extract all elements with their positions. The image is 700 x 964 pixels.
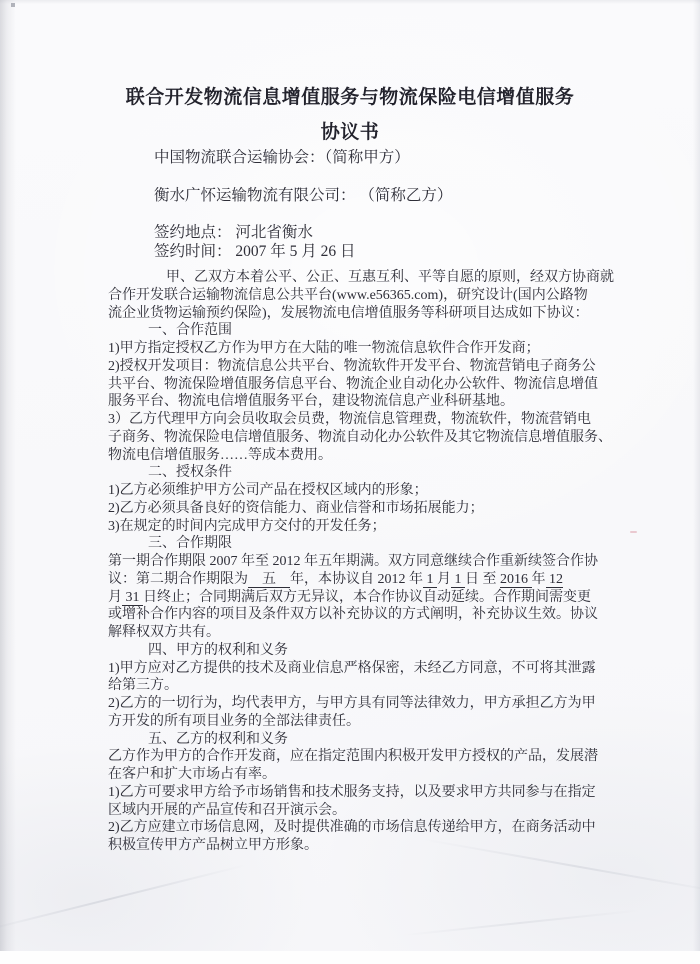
body-text: 1)乙方必须维护甲方公司产品在授权区域内的形象； bbox=[108, 483, 428, 498]
filled-blank-text: 2016 bbox=[500, 571, 532, 587]
body-text: 2)乙方应建立市场信息网，及时提供准确的市场信息传递给甲方，在商务活动中 bbox=[108, 820, 596, 836]
body-line bbox=[108, 819, 613, 837]
body-line bbox=[108, 287, 613, 305]
body-text: 年，本协议自 2012 年 bbox=[290, 571, 423, 587]
body-line bbox=[108, 802, 613, 820]
body-line bbox=[108, 606, 613, 624]
body-text: 一、合作范围 bbox=[148, 323, 232, 339]
body-text: 区域内开展的产品宣传和召开演示会。 bbox=[108, 802, 346, 818]
body-text: 日终止；合同期满后双方无异议，本合作协议自动延续。合作期间需变更 bbox=[143, 589, 591, 605]
body-text: 第一期合作期限 2007 年至 2012 年五年期满。双方同意继续合作重新续签合作协 bbox=[108, 554, 598, 569]
body-text: 1)甲方应对乙方提供的技术及商业信息严格保密，未经乙方同意，不可将其泄露 bbox=[108, 660, 596, 676]
body-text: 3）乙方代理甲方向会员收取会员费，物流信息管理费，物流软件，物流营销电 bbox=[108, 412, 591, 427]
document-title-line2: 协议书 bbox=[320, 122, 380, 143]
body-line bbox=[108, 376, 613, 394]
body-line bbox=[108, 677, 613, 695]
body-text: 给第三方。 bbox=[108, 678, 178, 694]
body-line bbox=[108, 340, 613, 358]
body-line bbox=[108, 429, 613, 447]
body-line bbox=[108, 322, 613, 340]
scan-right-edge-shadow bbox=[693, 0, 700, 964]
body-text: 三、合作期限 bbox=[148, 536, 232, 552]
body-text: 或增补合作内容的项目及条件双方以补充协议的方式阐明，补充协议生效。协议 bbox=[108, 607, 598, 623]
body-line bbox=[108, 748, 613, 766]
body-line bbox=[108, 660, 613, 678]
filled-blank-text: 1 bbox=[451, 571, 465, 587]
body-text: 流企业货物运输预约保险)，发展物流电信增值服务等科研项目达成如下协议： bbox=[108, 305, 589, 321]
body-line bbox=[108, 269, 613, 287]
body-line bbox=[108, 447, 613, 465]
body-text: 2)乙方的一切行为，均代表甲方，与甲方具有同等法律效力，甲方承担乙方为甲 bbox=[108, 696, 596, 711]
body-text: 2)授权开发项目：物流信息公共平台、物流软件开发平台、物流营销电子商务公 bbox=[108, 358, 596, 374]
body-line bbox=[108, 393, 613, 411]
body-line bbox=[108, 411, 613, 429]
body-text: 共平台、物流保险增值服务信息平台、物流企业自动化办公软件、物流信息增值 bbox=[108, 376, 598, 392]
body-line bbox=[108, 695, 613, 713]
body-text: 物流电信增值服务……等成本费用。 bbox=[108, 447, 332, 463]
body-text: 2)乙方必须具备良好的资信能力、商业信誉和市场拓展能力； bbox=[108, 500, 484, 516]
body-line bbox=[108, 837, 613, 855]
paper-crease bbox=[0, 864, 246, 934]
body-line bbox=[108, 482, 613, 500]
body-line bbox=[108, 713, 613, 731]
body-text: 子商务、物流保险电信增值服务、物流自动化办公软件及其它物流信息增值服务、 bbox=[108, 429, 612, 445]
body-line bbox=[108, 535, 613, 553]
filled-blank-text: 1 bbox=[423, 571, 437, 587]
body-line bbox=[108, 784, 613, 802]
body-line bbox=[108, 624, 613, 642]
party-a-line: 中国物流联合运输协会：（简称甲方） bbox=[154, 149, 410, 166]
filled-blank-text: 12 bbox=[545, 571, 563, 587]
body-text: 3)在规定的时间内完成甲方交付的开发任务； bbox=[108, 518, 386, 534]
filled-blank-text: 31 bbox=[122, 589, 143, 605]
body-line bbox=[108, 571, 613, 589]
body-line bbox=[108, 642, 613, 660]
scan-speck bbox=[11, 3, 15, 7]
body-text: 日 至 bbox=[465, 571, 500, 587]
document-body bbox=[108, 269, 613, 855]
scan-left-edge-shadow bbox=[0, 0, 16, 964]
body-text: 甲、乙双方本着公平、公正、互惠互利、平等自愿的原则，经双方协商就 bbox=[166, 270, 614, 285]
body-line bbox=[108, 766, 613, 784]
body-text: 议：第二期合作期限为 bbox=[108, 571, 248, 587]
sign-place-line: 签约地点： 河北省衡水 bbox=[154, 224, 313, 241]
body-text: 乙方作为甲方的合作开发商，应在指定范围内积极开发甲方授权的产品，发展潜 bbox=[108, 749, 598, 765]
body-line bbox=[108, 305, 613, 323]
body-text: 1)甲方指定授权乙方作为甲方在大陆的唯一物流信息软件合作开发商； bbox=[108, 341, 540, 356]
body-line bbox=[108, 464, 613, 482]
body-text: 月 bbox=[108, 589, 122, 605]
paper-crease bbox=[401, 909, 640, 936]
filled-blank-text: 五 bbox=[248, 571, 290, 587]
body-line bbox=[108, 731, 613, 749]
scan-bottom-edge bbox=[0, 951, 700, 964]
body-text: 四、甲方的权利和义务 bbox=[148, 642, 288, 658]
body-line bbox=[108, 358, 613, 376]
party-b-line: 衡水广怀运输物流有限公司： （简称乙方） bbox=[154, 187, 453, 204]
body-text: 在客户和扩大市场占有率。 bbox=[108, 767, 276, 782]
body-line bbox=[108, 500, 613, 518]
document-title-line1: 联合开发物流信息增值服务与物流保险电信增值服务 bbox=[125, 87, 575, 108]
body-text: 1)乙方可要求甲方给予市场销售和技术服务支持，以及要求甲方共同参与在指定 bbox=[108, 784, 596, 800]
sign-date-line: 签约时间： 2007 年 5 月 26 日 bbox=[154, 243, 356, 260]
scan-top-edge-shadow bbox=[0, 0, 700, 4]
body-text: 年 bbox=[531, 571, 546, 587]
body-text: 解释权双方共有。 bbox=[108, 625, 220, 640]
scan-speck bbox=[630, 531, 637, 533]
body-text: 方开发的所有项目业务的全部法律责任。 bbox=[108, 713, 360, 729]
body-text: 积极宣传甲方产品树立甲方形象。 bbox=[108, 838, 318, 853]
body-text: 合作开发联合运输物流信息公共平台(www.e56365.com)，研究设计(国内公路物 bbox=[108, 287, 588, 303]
body-line bbox=[108, 589, 613, 607]
body-text: 服务平台、物流电信增值服务平台，建设物流信息产业科研基地。 bbox=[108, 394, 514, 410]
body-line bbox=[108, 553, 613, 571]
body-text: 二、授权条件 bbox=[148, 465, 232, 481]
body-line bbox=[108, 518, 613, 536]
body-text: 五、乙方的权利和义务 bbox=[148, 731, 288, 747]
body-text: 月 bbox=[437, 571, 451, 587]
